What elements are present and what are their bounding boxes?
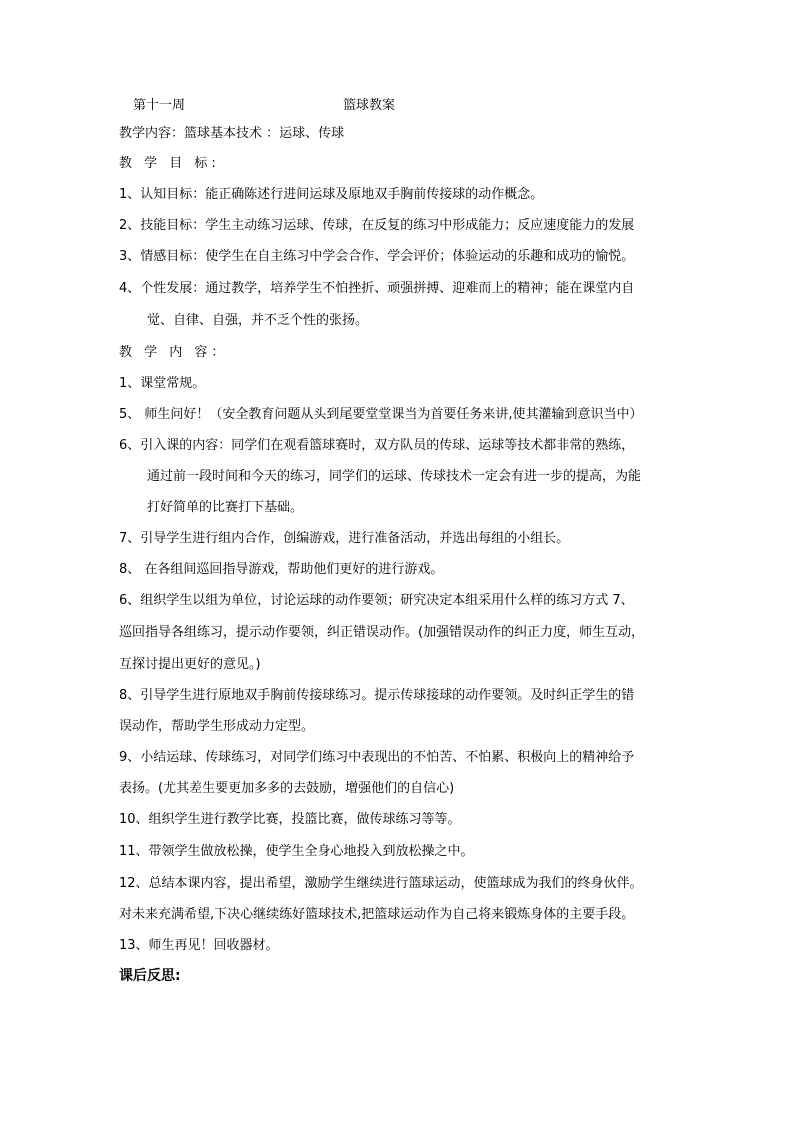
- goal-item: 4、个性发展：通过教学，培养学生不怕挫折、顽强拼搏、迎难而上的精神；能在课堂内自: [119, 281, 635, 296]
- content-item: 6、组织学生以组为单位，讨论运球的动作要领；研究决定本组采用什么样的练习方式 7、: [119, 593, 634, 608]
- content-item: 5、 师生问好！（安全教育问题从头到尾要堂堂课当为首要任务来讲,使其灌输到意识当中）: [119, 407, 643, 422]
- content-item: 6、引入课的内容：同学们在观看篮球赛时，双方队员的传球、运球等技术都非常的熟练，: [119, 438, 635, 453]
- doc-title: 篮球教案: [343, 98, 396, 113]
- content-item: 10、组织学生进行教学比赛，投篮比赛，做传球练习等等。: [119, 812, 461, 827]
- goal-item: 2、技能目标：学生主动练习运球、传球，在反复的练习中形成能力；反应速度能力的发展: [119, 218, 635, 233]
- teaching-content-line: 教学内容：篮球基本技术 ：运球、传球: [119, 126, 345, 141]
- content-item-continuation: 对未来充满希望,下决心继续练好篮球技术,把篮球运动作为自己将来锻炼身体的主要手段。: [119, 907, 635, 922]
- content-item: 1、课堂常规。: [119, 376, 206, 391]
- content-heading: 教 学 内 容：: [119, 345, 229, 360]
- content-item: 11、带领学生做放松操，使学生全身心地投入到放松操之中。: [119, 844, 474, 859]
- content-item: 7、引导学生进行组内合作，创编游戏，进行准备活动，并选出每组的小组长。: [119, 531, 570, 546]
- goal-item-continuation: 觉、自律、自强，并不乏个性的张扬。: [147, 313, 369, 328]
- content-item: 12、总结本课内容，提出希望，激励学生继续进行篮球运动，使篮球成为我们的终身伙伴。: [119, 876, 643, 891]
- goal-item: 1、认知目标：能正确陈述行进间运球及原地双手胸前传接球的动作概念。: [119, 187, 544, 202]
- content-item: 13、师生再见！回收器材。: [119, 938, 279, 953]
- content-item-continuation: 误动作，帮助学生形成动力定型。: [119, 719, 315, 734]
- content-item: 8、引导学生进行原地双手胸前传接球练习。提示传球接球的动作要领。及时纠正学生的错: [119, 688, 635, 703]
- goal-item: 3、情感目标：使学生在自主练习中学会合作、学会评价；体验运动的乐趣和成功的愉悦。: [119, 249, 635, 264]
- week-label: 第十一周: [133, 98, 186, 113]
- content-item-continuation: 巡回指导各组练习，提示动作要领，纠正错误动作。(加强错误动作的纠正力度，师生互动，: [119, 625, 645, 640]
- content-item-continuation: 互探讨提出更好的意见。): [119, 657, 261, 672]
- content-item-continuation: 通过前一段时间和今天的练习，同学们的运球、传球技术一定会有进一步的提高，为能: [147, 469, 642, 484]
- content-item-continuation: 打好简单的比赛打下基础。: [147, 500, 304, 515]
- content-item-continuation: 表扬。(尤其差生要更加多多的去鼓励，增强他们的自信心): [119, 781, 455, 796]
- reflection-heading: 课后反思:: [119, 968, 181, 984]
- content-item: 8、 在各组间巡回指导游戏，帮助他们更好的进行游戏。: [119, 562, 444, 577]
- content-item: 9、小结运球、传球练习，对同学们练习中表现出的不怕苦、不怕累、积极向上的精神给予: [119, 750, 635, 765]
- goals-heading: 教 学 目 标:: [119, 156, 220, 171]
